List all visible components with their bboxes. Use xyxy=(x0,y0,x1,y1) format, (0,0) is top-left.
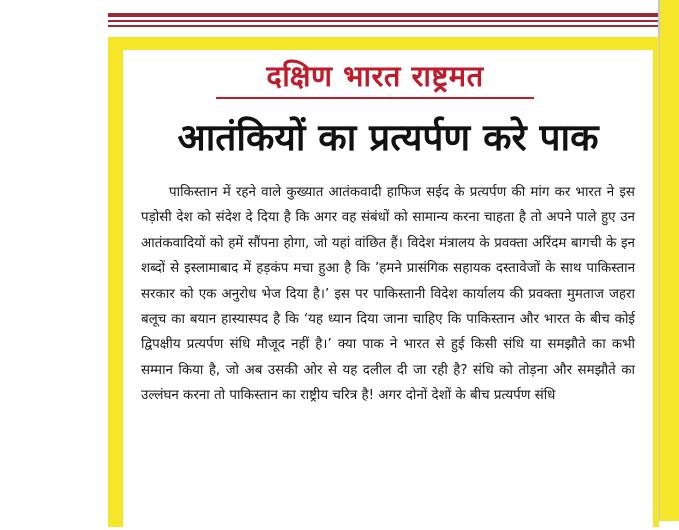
top-rule-thick xyxy=(108,13,659,17)
adjacent-column-strip xyxy=(660,0,679,521)
article-body: पाकिस्तान में रहने वाले कुख्यात आतंकवादी हाफिज सईद के प्रत्यर्पण की मांग कर भारत ने इस पड़ोसी देश को संदेश दे दिया है कि अगर वह संबंधों को सामान्य करना चाहता है तो अपने पाले हुए उन आतंकवादियों को हमें सौंपना होगा, जो यहां वांछित हैं। विदेश मंत्रालय के प्रवक्ता अरिंदम बागची के इन शब्दों से इस्लामाबाद में हड़कंप मचा हुआ है कि ’हमने प्रासंगिक सहायक दस्तावेजों के साथ पाकिस्तान सरकार को एक अनुरोध भेज दिया है।’ इस पर पाकिस्तानी विदेश कार्यालय की प्रवक्ता मुमताज जहरा बलूच का बयान हास्यास्पद है कि ‘यह ध्यान दिया जाना चाहिए कि पाकिस्तान और भारत के बीच कोई द्विपक्षीय प्रत्यर्पण संधि मौजूद नहीं है।’ क्या पाक ने भारत से हुई किसी संधि या समझौते का कभी सम्मान किया है, जो अब उसकी ओर से यह दलील दी जा रही है? संधि को तोड़ना और समझौते का उल्लंघन करना तो पाकिस्तान का राष्ट्रीय चरित्र है! अगर दोनों देशों के बीच प्रत्यर्पण संधि xyxy=(141,185,635,404)
headline: आतंकियों का प्रत्यर्पण करे पाक xyxy=(177,116,599,159)
editorial-panel xyxy=(123,50,653,530)
masthead: दक्षिण भारत राष्ट्रमत xyxy=(216,53,534,99)
top-rule-thin xyxy=(108,20,659,22)
editorial-box xyxy=(108,37,659,527)
top-rule-thin xyxy=(108,25,659,27)
